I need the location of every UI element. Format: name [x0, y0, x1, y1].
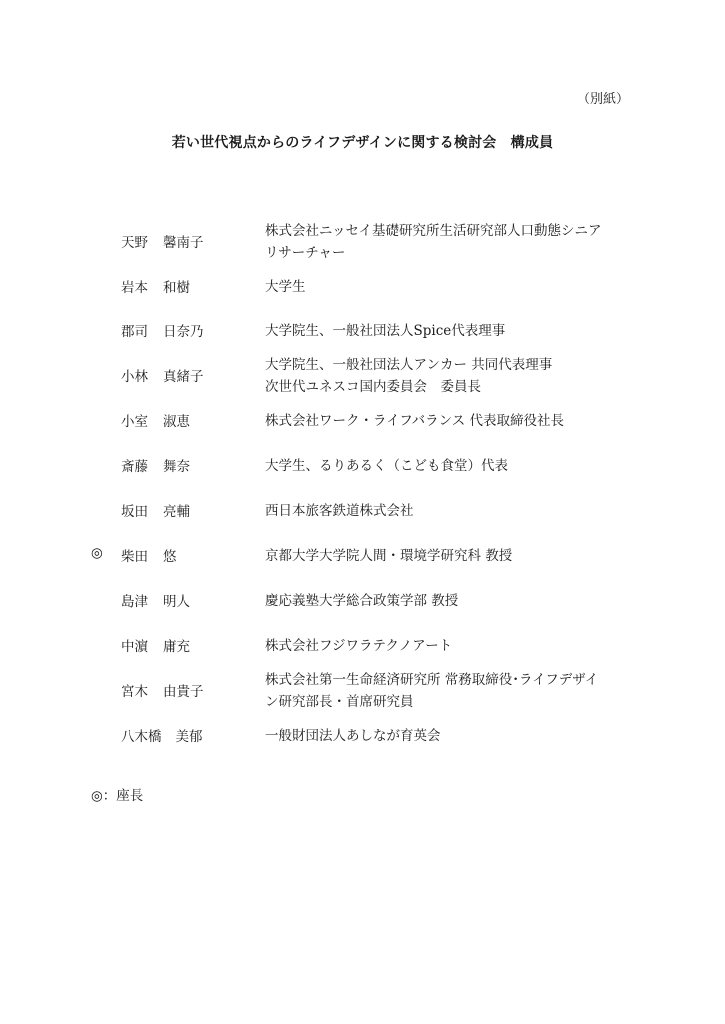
member-name — [121, 500, 190, 520]
member-given-name: 亮輔 — [163, 504, 190, 520]
member-family-name: 島津 — [121, 594, 148, 610]
chair-legend: ◎：座長 — [91, 788, 144, 804]
affiliation-line: リサーチャー — [265, 245, 346, 261]
member-family-name: 小林 — [121, 369, 148, 385]
affiliation-line: 次世代ユネスコ国内委員会 委員長 — [265, 379, 481, 395]
member-name — [121, 635, 190, 655]
affiliation-line: 西日本旅客鉄道株式会社 — [265, 503, 414, 519]
member-given-name: 明人 — [163, 594, 190, 610]
affiliation-line: 大学院生、一般社団法人アンカー 共同代表理事 — [265, 357, 553, 373]
member-given-name: 舞奈 — [163, 459, 190, 475]
member-name — [121, 545, 177, 565]
member-given-name: 日奈乃 — [163, 324, 204, 340]
member-family-name: 中濵 — [121, 639, 148, 655]
member-family-name: 斎藤 — [121, 459, 148, 475]
affiliation-line: 大学院生、一般社団法人Spice代表理事 — [265, 323, 506, 339]
member-family-name: 柴田 — [121, 549, 148, 565]
member-affiliation — [265, 590, 645, 612]
member-name — [121, 590, 190, 610]
document-title: 若い世代視点からのライフデザインに関する検討会 構成員 — [171, 135, 554, 151]
member-family-name: 小室 — [121, 414, 148, 430]
member-given-name: 真緒子 — [163, 369, 204, 385]
member-family-name: 岩本 — [121, 280, 148, 296]
member-given-name: 悠 — [163, 549, 177, 565]
member-given-name: 和樹 — [163, 280, 190, 296]
member-affiliation — [265, 669, 645, 713]
affiliation-line: 株式会社第一生命経済研究所 常務取締役･ライフデザイ — [265, 672, 599, 688]
member-given-name: 淑恵 — [163, 414, 190, 430]
member-name — [121, 231, 204, 251]
member-name — [121, 680, 204, 700]
member-affiliation — [265, 410, 645, 432]
affiliation-line: 大学生 — [265, 279, 306, 295]
member-family-name: 天野 — [121, 235, 148, 251]
member-given-name: 馨南子 — [163, 235, 204, 251]
affiliation-line: 慶応義塾大学総合政策学部 教授 — [265, 593, 459, 609]
member-name — [121, 365, 204, 385]
member-name — [121, 276, 190, 296]
member-given-name: 美郁 — [175, 729, 203, 745]
member-name — [121, 410, 190, 430]
appendix-label: （別紙） — [576, 92, 629, 107]
member-affiliation — [265, 500, 645, 522]
member-affiliation — [265, 725, 645, 747]
member-family-name: 八木橋 — [121, 729, 162, 745]
affiliation-line: 京都大学大学院人間・環境学研究科 教授 — [265, 548, 513, 564]
member-affiliation — [265, 220, 645, 264]
member-affiliation — [265, 276, 645, 298]
member-affiliation — [265, 320, 645, 342]
member-name — [121, 320, 204, 340]
member-family-name: 郡司 — [121, 324, 148, 340]
member-affiliation — [265, 635, 645, 657]
member-name — [121, 725, 203, 745]
member-affiliation — [265, 545, 645, 567]
affiliation-line: 一般財団法人あしなが育英会 — [265, 728, 441, 744]
member-given-name: 庸充 — [163, 639, 190, 655]
member-given-name: 由貴子 — [163, 684, 204, 700]
affiliation-line: 大学生、るりあるく（こども食堂）代表 — [265, 458, 508, 474]
member-name — [121, 455, 190, 475]
chair-mark: ◎ — [91, 545, 103, 561]
member-affiliation — [265, 354, 645, 398]
affiliation-line: ン研究部長・首席研究員 — [265, 694, 414, 710]
affiliation-line: 株式会社ニッセイ基礎研究所生活研究部人口動態シニア — [265, 223, 602, 239]
affiliation-line: 株式会社ワーク・ライフバランス 代表取締役社長 — [265, 413, 564, 429]
member-affiliation — [265, 455, 645, 477]
affiliation-line: 株式会社フジワラテクノアート — [265, 638, 453, 654]
member-family-name: 坂田 — [121, 504, 148, 520]
member-family-name: 宮木 — [121, 684, 148, 700]
